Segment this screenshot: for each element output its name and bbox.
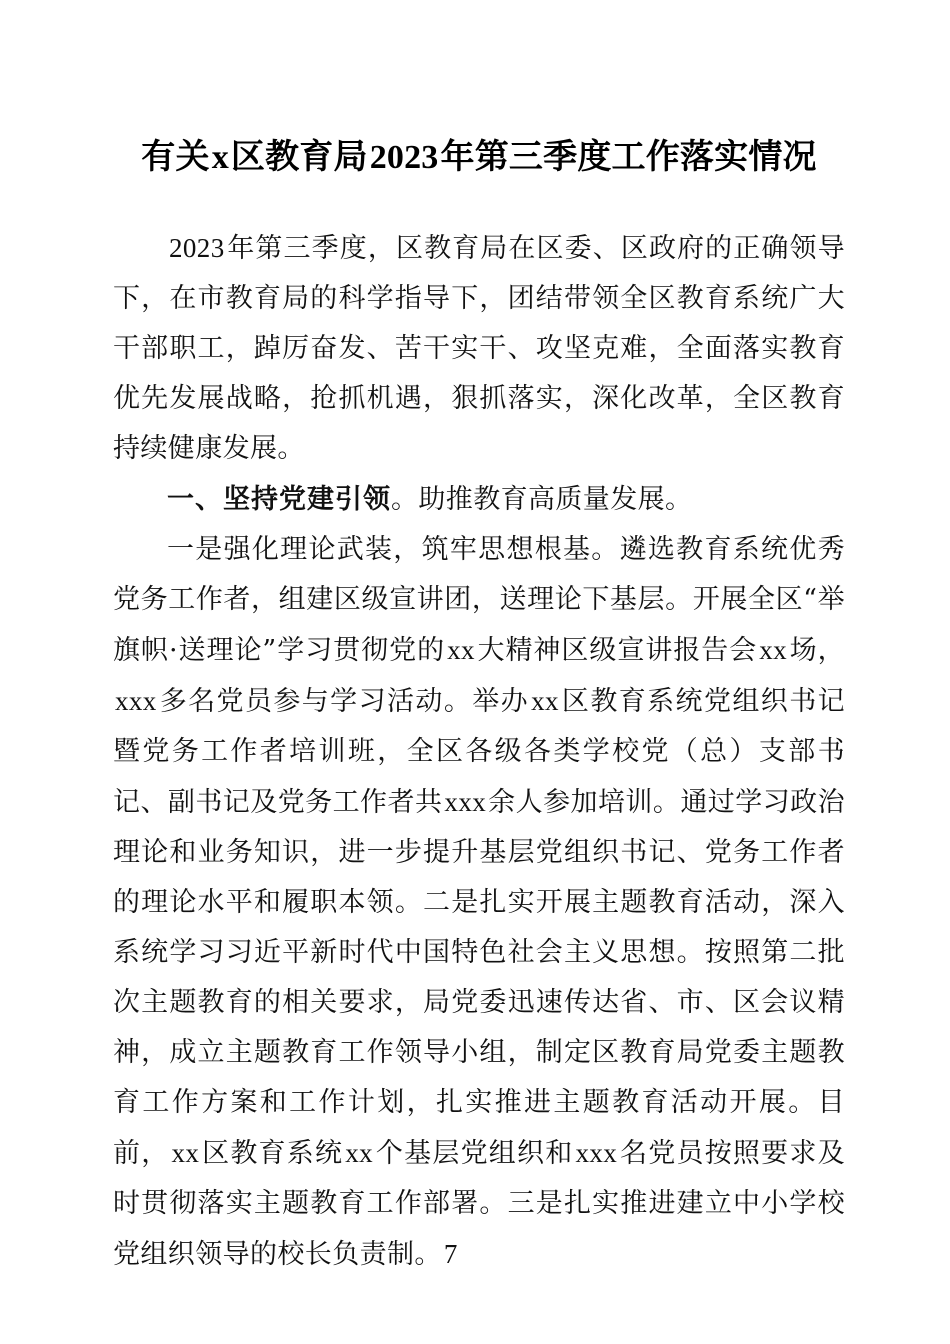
latin-run: xx	[531, 686, 559, 716]
section-subtitle-one: 。助推教育高质量发展。	[391, 484, 693, 515]
paragraph-intro: 2023年第三季度，区教育局在区委、区政府的正确领导下，在市教育局的科学指导下，团结带领全区教育系统广大干部职工，踔厉奋发、苦干实干、攻坚克难，全面落实教育优先发展战略，抢抓机遇，狠抓落实，深化改革，全区教育持续健康发展。	[113, 233, 845, 464]
latin-run: 2023	[369, 139, 439, 176]
paragraph-section-one-body: 一是强化理论武装，筑牢思想根基。遴选教育系统优秀党务工作者，组建区级宣讲团，送理论下基层。开展全区“举旗帜·送理论”学习贯彻党的xx大精神区级宣讲报告会xx场，xxx多名党员参与学习活动。举办xx区教育系统党组织书记暨党务工作者培训班，全区各级各类学校党（总）支部书记、副书记及党务工作者共xxx余人参加培训。通过学习政治理论和业务知识，进一步提升基层党组织书记、党务工作者的理论水平和履职本领。二是扎实开展主题教育活动，深入系统学习习近平新时代中国特色社会主义思想。按照第二批次主题教育的相关要求，局党委迅速传达省、市、区会议精神，成立主题教育工作领导小组，制定区教育局党委主题教育工作方案和工作计划，扎实推进主题教育活动开展。目前，xx区教育系统xx个基层党组织和xxx名党员按照要求及时贯彻落实主题教育工作部署。三是扎实推进建立中小学校党组织领导的校长负责制。7	[113, 534, 846, 1270]
latin-run: xx	[447, 635, 475, 665]
latin-run: xxx	[115, 686, 157, 716]
latin-run: xxx	[575, 1138, 618, 1168]
section-heading-one: 一、坚持党建引领	[167, 484, 391, 514]
latin-run: 2023	[169, 233, 225, 263]
latin-run: xx	[171, 1138, 200, 1168]
latin-run: xxx	[444, 787, 487, 817]
latin-run: xx	[759, 635, 788, 665]
latin-run: x	[211, 139, 229, 176]
paragraph-section-one-title	[113, 474, 845, 525]
latin-run: 7	[443, 1239, 458, 1269]
document-body	[113, 223, 845, 1280]
latin-run: xx	[345, 1138, 374, 1168]
document-content	[113, 0, 845, 1280]
page-title: 有关x区教育局2023年第三季度工作落实情况	[141, 139, 817, 176]
